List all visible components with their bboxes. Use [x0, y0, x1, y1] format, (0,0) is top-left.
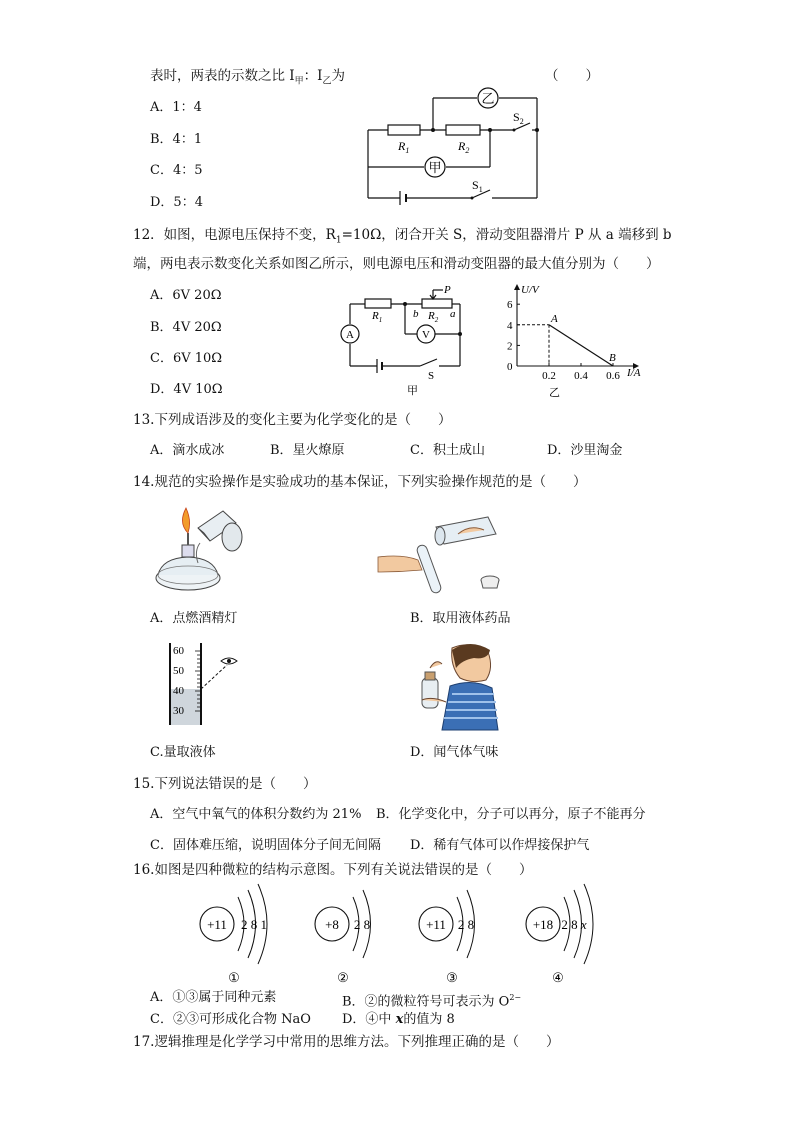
q12-ammeter-label: A [346, 329, 354, 341]
q12-caption-jia: 甲 [407, 385, 418, 397]
q12-b-label: b [413, 308, 419, 320]
svg-text:2 8: 2 8 [457, 917, 475, 932]
point-a-label: A [551, 312, 558, 325]
cylinder-tick-30: 30 [173, 705, 184, 717]
q12-ui-chart [495, 280, 660, 400]
q14-option-d[interactable]: D．闻气体气味 [410, 745, 499, 760]
q12-option-b[interactable]: B．4V 20Ω [150, 320, 222, 335]
svg-text:②: ② [337, 970, 349, 985]
svg-text:+18: +18 [532, 917, 554, 932]
q11-option-b[interactable]: B．4：1 [150, 132, 203, 147]
x-tick-label: 0.2 [542, 370, 556, 382]
q11-r2-label: $R_2$ [458, 139, 470, 155]
q11-s2-label: $S_2$ [513, 110, 524, 126]
q16-option-d[interactable]: D．④中 x的值为 8 [342, 1012, 455, 1027]
svg-text:④: ④ [552, 970, 564, 985]
cylinder-tick-60: 60 [173, 645, 184, 657]
alcohol-lamp-illustration [148, 503, 248, 595]
q13-option-a[interactable]: A．滴水成冰 [150, 443, 225, 458]
point-b-label: B [609, 352, 616, 364]
q12-option-c[interactable]: C．6V 10Ω [150, 351, 223, 366]
q14-stem: 14.规范的实验操作是实验成功的基本保证，下列实验操作规范的是（ ） [133, 474, 587, 490]
q12-circuit-diagram [335, 282, 470, 397]
q12-stem-line2: 端，两电表示数变化关系如图乙所示，则电源电压和滑动变阻器的最大值分别为（ ） [133, 256, 660, 272]
q11-option-c[interactable]: C．4：5 [150, 163, 203, 178]
q13-option-c[interactable]: C．积土成山 [410, 443, 485, 458]
q12-option-a[interactable]: A．6V 20Ω [150, 288, 222, 303]
q12-switch-s [420, 359, 437, 366]
svg-text:2 8 x: 2 8 x [561, 917, 587, 932]
y-tick-label: 2 [507, 340, 513, 353]
y-axis-arrow [514, 284, 520, 290]
q15-option-c[interactable]: C．固体难压缩，说明固体分子间无间隔 [150, 838, 381, 853]
q11-resistor-r2 [446, 125, 480, 135]
q12-a-label: a [450, 308, 456, 320]
particle-3 [419, 890, 475, 985]
svg-text:③: ③ [446, 970, 458, 985]
q15-option-d[interactable]: D．稀有气体可以作焊接保护气 [410, 838, 590, 853]
origin-label: 0 [507, 361, 513, 373]
q12-rheostat-r2 [422, 299, 452, 308]
q11-option-a[interactable]: A．1：4 [150, 100, 202, 115]
x-axis-label: I/A [627, 367, 641, 379]
q12-r1-label: $R_1$ [372, 310, 383, 324]
svg-text:+8: +8 [325, 917, 339, 932]
q16-option-a[interactable]: A．①③属于同种元素 [150, 990, 277, 1005]
graduated-cylinder-illustration [165, 643, 255, 725]
q11-r1-label: $R_1$ [398, 139, 410, 155]
q11-paren: （ ） [545, 68, 599, 84]
q11-meter-yi-label: 乙 [481, 91, 495, 106]
q13-option-b[interactable]: B．星火燎原 [270, 443, 345, 458]
cylinder-tick-50: 50 [173, 665, 184, 677]
q14-option-a[interactable]: A．点燃酒精灯 [150, 611, 238, 626]
q16-particle-diagrams [190, 882, 620, 990]
q11-circuit-diagram [360, 88, 550, 208]
q11-meter-jia-label: 甲 [428, 160, 442, 175]
svg-text:+11: +11 [207, 917, 227, 932]
q16-option-c[interactable]: C．②③可形成化合物 NaO [150, 1012, 311, 1027]
x-tick-label: 0.4 [574, 370, 588, 382]
q16-stem: 16.如图是四种微粒的结构示意图。下列有关说法错误的是（ ） [133, 862, 533, 878]
particle-4 [526, 884, 593, 985]
svg-text:2 8: 2 8 [353, 917, 371, 932]
q13-option-d[interactable]: D．沙里淘金 [547, 443, 623, 458]
q15-option-b[interactable]: B．化学变化中，分子可以再分，原子不能再分 [376, 807, 646, 822]
q15-option-a[interactable]: A．空气中氧气的体积分数约为 21% [150, 807, 362, 822]
q12-stem-line1: 12．如图，电源电压保持不变，$R_1=10\Omega$，闭合开关 S，滑动变阻器滑片 P 从 a 端移到 b [133, 227, 672, 246]
q12-resistor-r1 [365, 299, 391, 308]
q14-option-b[interactable]: B．取用液体药品 [410, 611, 511, 626]
series-line-ab [549, 325, 613, 366]
q12-option-d[interactable]: D．4V 10Ω [150, 382, 223, 397]
q11-stem: 表时，两表的示数之比 $I_甲$：$I_乙$为 [150, 68, 345, 87]
q15-stem: 15.下列说法错误的是（ ） [133, 776, 317, 792]
smell-gas-illustration [412, 638, 500, 730]
y-tick-label: 6 [507, 299, 513, 312]
y-axis-label: U/V [521, 284, 539, 296]
cylinder-tick-40: 40 [173, 685, 184, 697]
particle-2 [315, 890, 371, 985]
chart-caption: 乙 [549, 387, 560, 399]
pour-liquid-illustration [378, 512, 518, 597]
q11-s1-label: $S_1$ [472, 178, 483, 194]
q14-option-c[interactable]: C.量取液体 [150, 745, 216, 760]
q13-stem: 13.下列成语涉及的变化主要为化学变化的是（ ） [133, 412, 452, 428]
y-tick-label: 4 [507, 319, 513, 332]
q12-p-label: P [444, 284, 451, 296]
q16-option-b[interactable]: B．②的微粒符号可表示为 $O^{2-}$ [342, 993, 522, 1010]
q17-stem: 17.逻辑推理是化学学习中常用的思维方法。下列推理正确的是（ ） [133, 1034, 560, 1050]
q12-voltmeter-label: V [422, 329, 430, 341]
svg-text:①: ① [228, 970, 240, 985]
particle-1 [200, 884, 267, 985]
q11-option-d[interactable]: D．5：4 [150, 195, 203, 210]
q12-s-label: S [428, 370, 435, 382]
svg-text:2 8 1: 2 8 1 [241, 917, 267, 932]
svg-text:+11: +11 [426, 917, 446, 932]
q12-r2-label: $R_2$ [428, 310, 439, 324]
q11-resistor-r1 [388, 125, 420, 135]
x-tick-label: 0.6 [606, 370, 620, 382]
